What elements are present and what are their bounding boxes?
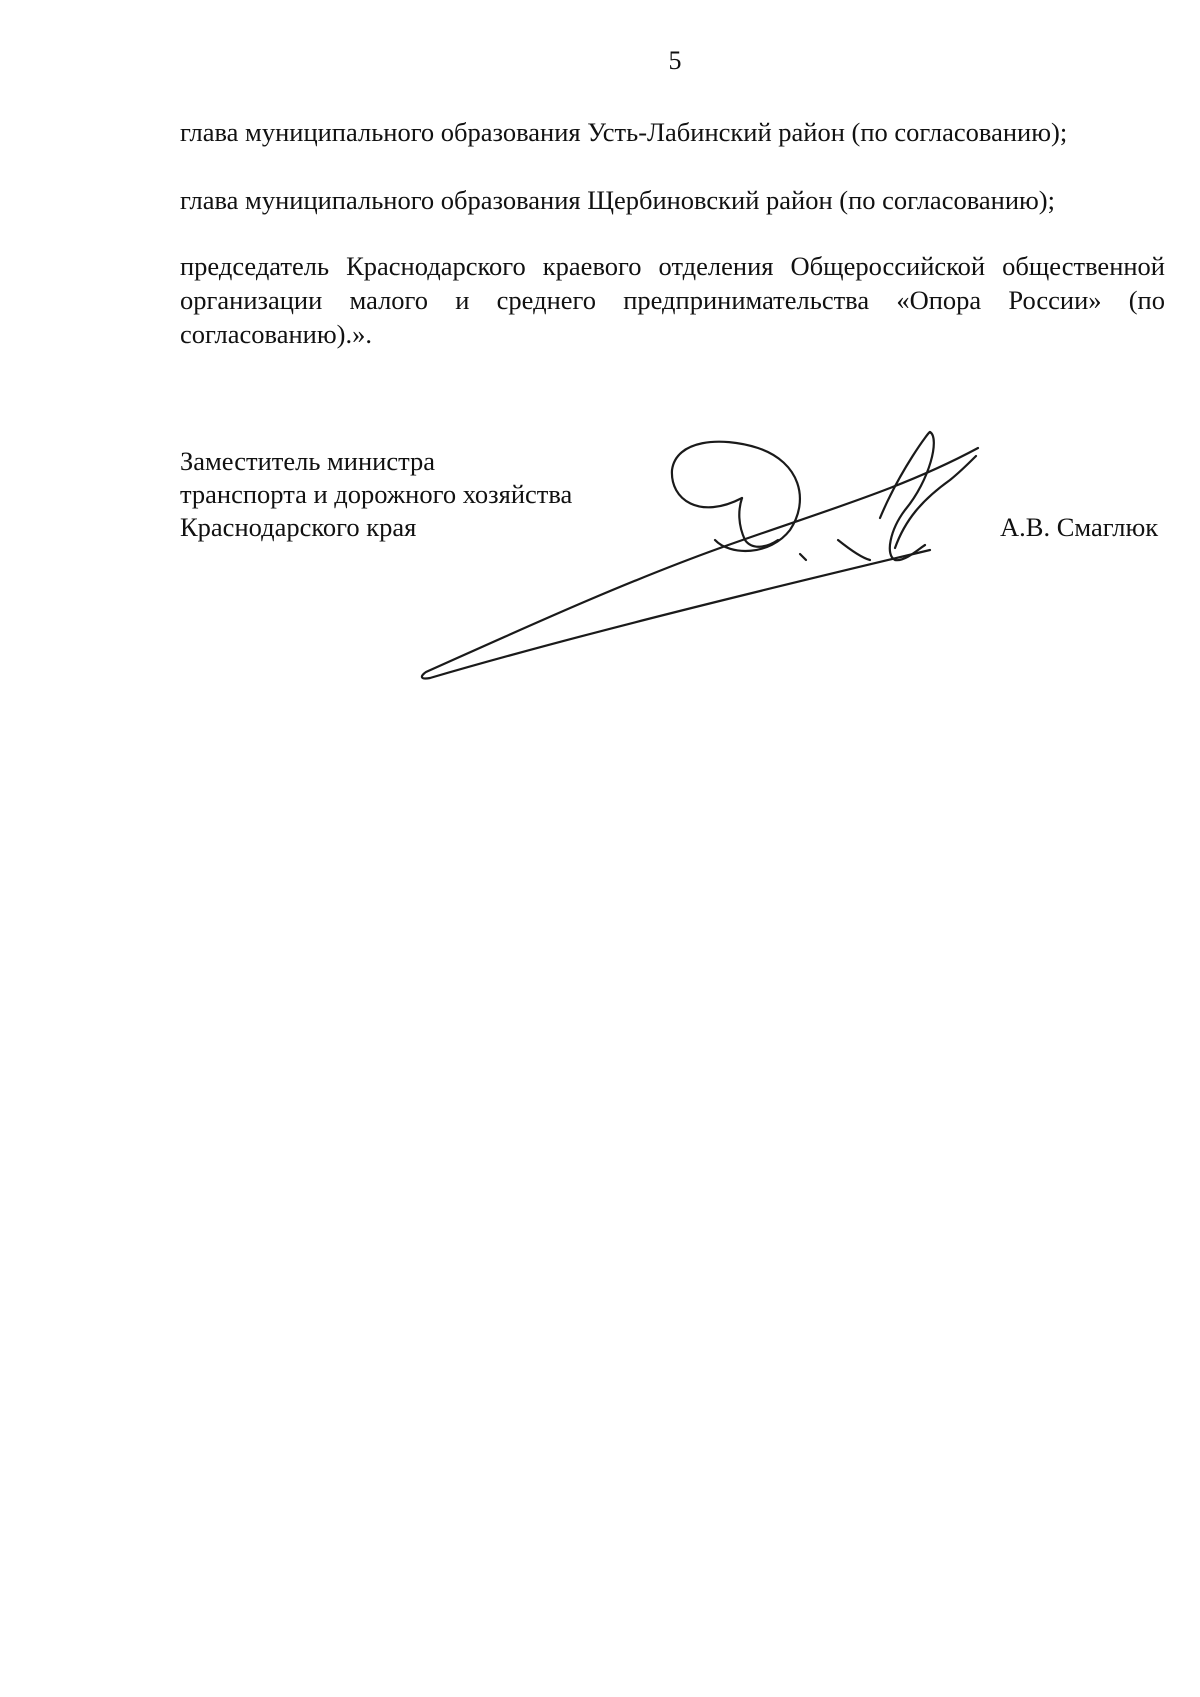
page-number: 5 bbox=[668, 46, 682, 75]
signatory-name: А.В. Смаглюк bbox=[1000, 512, 1159, 542]
member-paragraph-shcherbinovsky: глава муниципального образования Щербиновский район (по согласованию); bbox=[180, 185, 1055, 215]
member-paragraph-opora-rossii: председатель Краснодарского краевого отделения Общероссийской общественной организации малого и среднего предпринимательства «Опора России» (по согласованию).». bbox=[180, 251, 1165, 349]
member-paragraph-ust-labinsk: глава муниципального образования Усть-Лабинский район (по согласованию); bbox=[180, 117, 1068, 147]
signatory-title-line: транспорта и дорожного хозяйства bbox=[180, 479, 573, 509]
signatory-title-line: Краснодарского края bbox=[180, 512, 417, 542]
signatory-title bbox=[180, 445, 572, 544]
signatory-title-line: Заместитель министра bbox=[180, 446, 436, 476]
